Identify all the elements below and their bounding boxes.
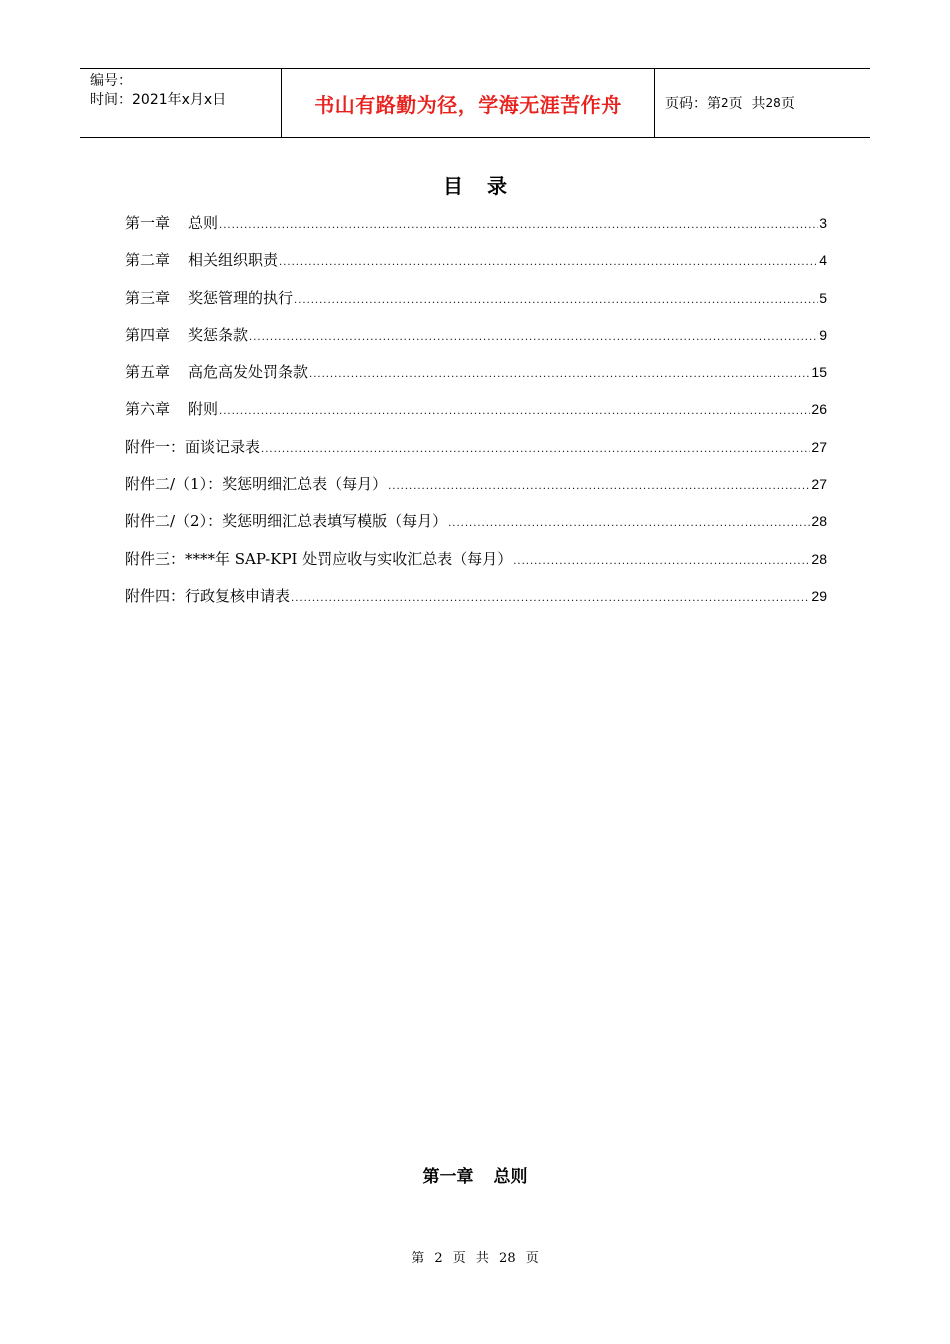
toc-entry[interactable] <box>125 249 827 286</box>
toc-entry-text: 奖惩条款 <box>188 325 249 344</box>
time-value: 2021年x月x日 <box>132 92 227 108</box>
header-slogan-cell <box>282 69 655 137</box>
toc-leader-dots <box>291 593 810 604</box>
chapter-heading <box>0 1162 950 1187</box>
toc-leader-dots <box>448 518 810 529</box>
toc-entry-text: 总则 <box>188 214 219 232</box>
toc-entry[interactable] <box>125 473 827 510</box>
toc-entry[interactable] <box>125 398 827 435</box>
toc-entry[interactable] <box>125 287 827 324</box>
toc-entry-label: 附件一： <box>125 437 186 456</box>
toc-entry-label: 第三章 <box>125 288 171 307</box>
toc-leader-dots <box>513 556 810 567</box>
toc-entry-page: 4 <box>819 252 827 269</box>
toc-title: 目录 <box>443 174 531 198</box>
toc-entry-label: 附件二/（2）： <box>125 512 223 531</box>
toc-entry-page: 5 <box>819 289 827 306</box>
toc-entry[interactable] <box>125 548 827 585</box>
toc-entry-text: 面谈记录表 <box>185 437 261 456</box>
toc-leader-dots <box>294 295 818 306</box>
toc-entry-label: 附件四： <box>125 586 186 605</box>
toc-entry-text: 奖惩明细汇总表填写模版（每月） <box>222 512 448 531</box>
toc-entry-page: 9 <box>819 326 827 343</box>
toc-entry-page: 28 <box>811 550 827 567</box>
toc-entry-page: 3 <box>819 215 827 231</box>
page-current: 2 <box>721 96 729 110</box>
slogan: 书山有路勤为径，学海无涯苦作舟 <box>314 92 622 117</box>
toc-entry[interactable] <box>125 585 827 622</box>
toc-entry-page: 27 <box>811 438 827 455</box>
toc-entry-page: 28 <box>811 513 827 530</box>
toc-entry-text: 奖惩管理的执行 <box>188 288 294 307</box>
toc-entry[interactable] <box>125 324 827 361</box>
toc-entry[interactable] <box>125 361 827 398</box>
toc-leader-dots <box>388 481 810 492</box>
time-line <box>90 91 281 110</box>
toc-entry-page: 29 <box>811 587 827 604</box>
toc-entry-text: 附则 <box>188 400 219 419</box>
toc-entry-page: 15 <box>811 364 827 381</box>
toc-entry-label: 第一章 <box>125 214 171 232</box>
toc-entry-page: 26 <box>811 401 827 418</box>
page-label: 页码：第 <box>665 96 721 112</box>
toc-entry-page: 27 <box>811 476 827 493</box>
toc-entry-text: 高危高发处罚条款 <box>188 363 309 382</box>
toc-entry-text: 相关组织职责 <box>188 251 279 270</box>
toc-entry-text: 奖惩明细汇总表（每月） <box>222 475 388 494</box>
toc-entry-text: ****年 SAP-KPI 处罚应收与实收汇总表（每月） <box>185 549 513 568</box>
table-of-contents <box>125 212 827 622</box>
toc-leader-dots <box>249 332 818 343</box>
toc-entry[interactable] <box>125 510 827 547</box>
page-footer: 第 2 页 共 28 页 <box>411 1251 539 1266</box>
toc-entry[interactable] <box>125 436 827 473</box>
toc-entry-label: 附件二/（1）： <box>125 475 223 494</box>
toc-entry-text: 行政复核申请表 <box>185 586 291 605</box>
toc-entry-label: 第五章 <box>125 363 171 382</box>
header-page-cell <box>655 69 870 137</box>
toc-leader-dots <box>219 406 810 417</box>
time-label: 时间： <box>90 92 132 108</box>
toc-entry-label: 附件三： <box>125 549 186 568</box>
toc-leader-dots <box>279 257 818 268</box>
header-meta-cell <box>80 69 282 137</box>
page-suffix: 页 <box>780 96 795 112</box>
toc-entry-label: 第二章 <box>125 251 171 270</box>
page-mid: 页 共 <box>728 96 766 112</box>
chapter-number: 第一章 <box>422 1167 474 1187</box>
toc-entry-label: 第六章 <box>125 400 171 419</box>
document-header <box>80 68 870 138</box>
number-label: 编号： <box>90 73 132 89</box>
toc-leader-dots <box>219 220 818 231</box>
page-total: 28 <box>765 96 781 110</box>
toc-entry-label: 第四章 <box>125 325 171 344</box>
toc-leader-dots <box>309 369 810 380</box>
toc-leader-dots <box>261 444 810 455</box>
toc-entry[interactable] <box>125 212 827 249</box>
chapter-title: 总则 <box>493 1167 528 1187</box>
